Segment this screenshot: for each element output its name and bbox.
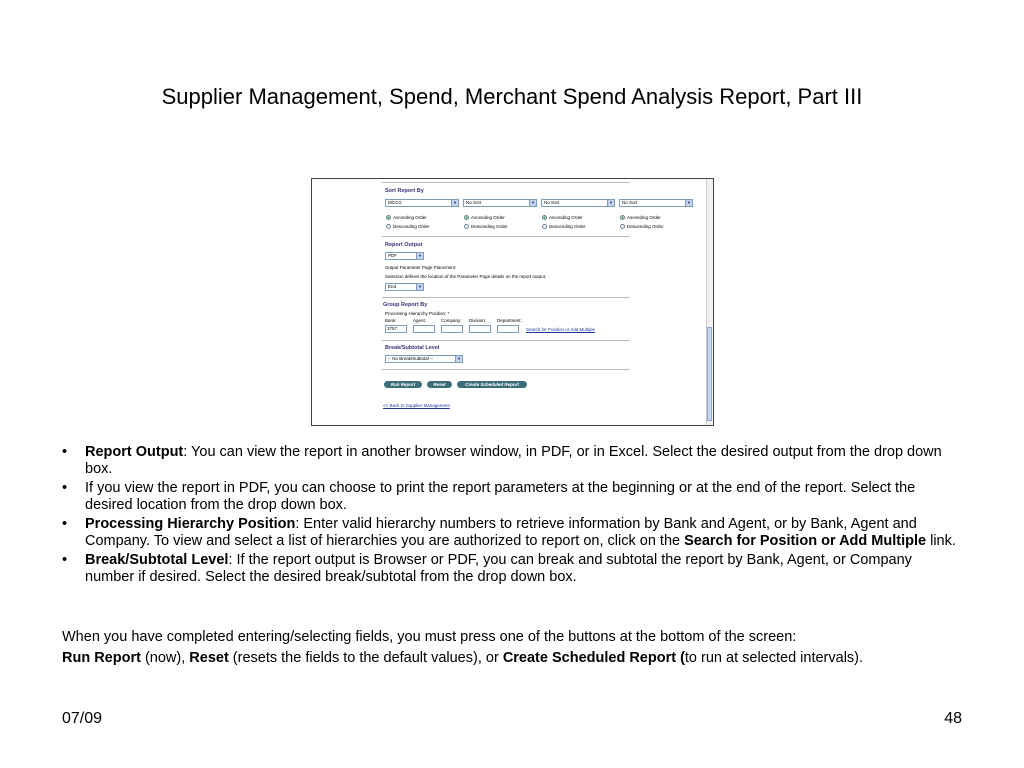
bullet-report-output: • Report Output: You can view the report in another browser window, in PDF, or in Excel. Select the desired output from the drop down box. — [62, 444, 942, 477]
divider — [382, 236, 630, 237]
desc-radio-4[interactable]: Descending Order — [620, 224, 664, 229]
agent-label: Agent: — [413, 318, 427, 323]
chevron-down-icon: ▼ — [416, 253, 423, 259]
closing-buttons: Run Report (now), Reset (resets the fields to the default values), or Create Scheduled Report (to run at selected intervals). — [62, 650, 864, 666]
bullet-break: • Break/Subtotal Level: If the report output is Browser or PDF, you can break and subtotal the report by Bank, Agent, or Company number if desired. Select the desired break/subtotal from the drop down box. — [62, 552, 912, 585]
department-input[interactable] — [497, 325, 519, 333]
create-scheduled-report-button[interactable]: Create Scheduled Report — [457, 381, 527, 388]
scroll-thumb[interactable] — [707, 327, 712, 421]
asc-radio-2[interactable]: Ascending Order — [464, 215, 505, 220]
chevron-down-icon: ▼ — [529, 200, 536, 206]
sort-section-title: Sort Report By — [385, 188, 424, 194]
radio-icon — [620, 224, 625, 229]
bullet-list — [62, 444, 962, 588]
closing-intro: When you have completed entering/selecting fields, you must press one of the buttons at the bottom of the screen: — [62, 629, 797, 645]
bank-label: Bank: — [385, 318, 397, 323]
radio-selected-icon — [542, 215, 547, 220]
company-label: Company: — [441, 318, 462, 323]
break-subtotal-select[interactable]: -- No Break/Subtotal -- ▼ — [385, 355, 463, 363]
placement-select[interactable]: End ▼ — [385, 283, 424, 291]
radio-icon — [386, 224, 391, 229]
radio-icon — [464, 224, 469, 229]
asc-radio-3[interactable]: Ascending Order — [542, 215, 583, 220]
bullet-hierarchy: • Processing Hierarchy Position: Enter valid hierarchy numbers to retrieve information by Bank and Agent, or by Bank, Agent and Company. To view and select a list of hierarchies you are authorized to report on, click on the Search for Position or Add Multiple link. — [62, 516, 956, 549]
bullet-pdf: • If you view the report in PDF, you can choose to print the report parameters at the beginning or at the end of the report. Select the desired location from the drop down box. — [62, 480, 916, 513]
desc-radio-1[interactable]: Descending Order — [386, 224, 430, 229]
division-label: Division: — [469, 318, 487, 323]
bullet-icon: • — [62, 444, 68, 460]
bullet-icon: • — [62, 516, 68, 532]
footer-date: 07/09 — [62, 710, 103, 727]
param-placement-label: Output Parameter Page Placement: — [385, 265, 457, 270]
run-report-button[interactable]: Run Report — [384, 381, 422, 388]
chevron-down-icon: ▼ — [685, 200, 692, 206]
department-label: Department: — [497, 318, 522, 323]
radio-selected-icon — [620, 215, 625, 220]
sort-select-1[interactable]: MCCG ▼ — [385, 199, 459, 207]
asc-radio-1[interactable]: Ascending Order — [386, 215, 427, 220]
divider — [382, 297, 630, 298]
report-screenshot — [311, 178, 714, 426]
scrollbar[interactable] — [706, 179, 713, 425]
page-number: 48 — [944, 710, 962, 727]
bullet-icon: • — [62, 552, 68, 568]
group-section-title: Group Report By — [383, 302, 428, 308]
chevron-down-icon: ▼ — [455, 356, 462, 362]
reset-button[interactable]: Reset — [427, 381, 452, 388]
output-section-title: Report Output — [385, 242, 423, 248]
divider — [382, 369, 630, 370]
chevron-down-icon: ▼ — [451, 200, 458, 206]
chevron-down-icon: ▼ — [607, 200, 614, 206]
param-placement-desc: Selection defines the location of the Parameter Page details on the report output. — [385, 274, 547, 279]
agent-input[interactable] — [413, 325, 435, 333]
divider — [382, 340, 630, 341]
break-section-title: Break/Subtotal Level — [385, 345, 440, 351]
report-output-select[interactable]: PDF ▼ — [385, 252, 424, 260]
desc-radio-2[interactable]: Descending Order — [464, 224, 508, 229]
hierarchy-label: Processing Hierarchy Position: * — [385, 311, 450, 316]
back-link[interactable]: << Back to Supplier Management — [383, 403, 450, 408]
bank-input[interactable]: 3757 — [385, 325, 407, 333]
radio-selected-icon — [464, 215, 469, 220]
sort-select-2[interactable]: No Sort ▼ — [463, 199, 537, 207]
search-position-link[interactable]: Search for Position or Add Multiple — [526, 327, 596, 332]
asc-radio-4[interactable]: Ascending Order — [620, 215, 661, 220]
chevron-down-icon: ▼ — [416, 284, 423, 290]
divider — [382, 182, 630, 183]
company-input[interactable] — [441, 325, 463, 333]
slide-title: Supplier Management, Spend, Merchant Spend Analysis Report, Part III — [161, 84, 863, 109]
radio-icon — [542, 224, 547, 229]
sort-select-3[interactable]: No Sort ▼ — [541, 199, 615, 207]
sort-select-4[interactable]: No Sort ▼ — [619, 199, 693, 207]
bullet-icon: • — [62, 480, 68, 496]
radio-selected-icon — [386, 215, 391, 220]
desc-radio-3[interactable]: Descending Order — [542, 224, 586, 229]
division-input[interactable] — [469, 325, 491, 333]
